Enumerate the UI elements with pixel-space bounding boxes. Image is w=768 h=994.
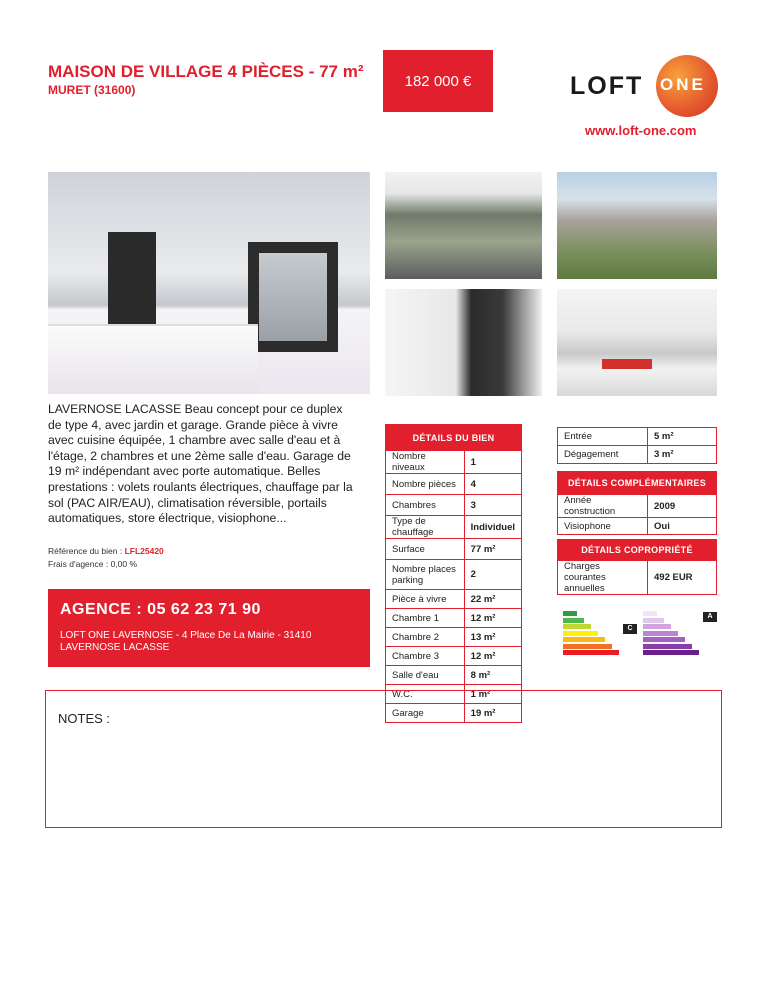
table-row: Surface 77 m² xyxy=(386,539,522,560)
ges-scale-bar xyxy=(643,611,657,616)
reference-value: LFL25420 xyxy=(124,546,164,556)
dpe-scale-bar xyxy=(563,631,598,636)
agency-phone[interactable]: AGENCE : 05 62 23 71 90 xyxy=(60,601,261,618)
bed-shape xyxy=(48,324,258,394)
description: LAVERNOSE LACASSE Beau concept pour ce duplex de type 4, avec jardin et garage. Grande pièce à vivre avec cuisine équipée, 1 chambre avec salle d'eau et à l'étage, 2 chambres et une 2ème salle d'eau. Garage de 19 m² indépendant avec porte automatique. Belles prestations : volets roulants électriques, chauffage par la sol (PAC AIR/EAU), climatisation réversible, portails automatiques, store électrique, visiophone... xyxy=(48,402,353,526)
photo-bedroom xyxy=(48,172,370,394)
ges-badge: A xyxy=(703,612,717,622)
listing-location: MURET (31600) xyxy=(48,83,136,97)
ges-scale-bar xyxy=(643,644,692,649)
reference xyxy=(48,546,164,556)
table-row: Salle d'eau 8 m² xyxy=(386,666,522,685)
details-heading: DÉTAILS DU BIEN xyxy=(386,425,522,451)
table-row: Charges courantes annuelles 492 EUR xyxy=(558,561,717,595)
table-row: Entrée 5 m² xyxy=(558,428,717,446)
complementary-table xyxy=(557,471,717,535)
price-box xyxy=(383,50,493,112)
table-row: Chambres 3 xyxy=(386,495,522,516)
energy-labels xyxy=(563,603,718,663)
table-row: Pièce à vivre 22 m² xyxy=(386,590,522,609)
notes-box[interactable] xyxy=(45,690,722,828)
table-row: Visiophone Oui xyxy=(558,518,717,535)
agency-box xyxy=(48,589,370,667)
listing-title: MAISON DE VILLAGE 4 PIÈCES - 77 m² xyxy=(48,62,364,81)
details-table xyxy=(385,424,522,723)
stools-shape xyxy=(602,359,652,369)
notes-label: NOTES : xyxy=(58,711,111,726)
table-row: Type de chauffage Individuel xyxy=(386,516,522,539)
agency-address: LOFT ONE LAVERNOSE - 4 Place De La Mairie - 31410 LAVERNOSE LACASSE xyxy=(60,630,312,653)
table-row: Dégagement 3 m² xyxy=(558,446,717,464)
logo-text-loft: LOFT xyxy=(570,72,644,100)
photo-kitchen xyxy=(557,289,717,396)
table-row: W.C. 1 m² xyxy=(386,685,522,704)
agency-fees: Frais d'agence : 0,00 % xyxy=(48,559,138,569)
table-row: Chambre 1 12 m² xyxy=(386,609,522,628)
price: 182 000 € xyxy=(404,72,472,90)
table-row: Garage 19 m² xyxy=(386,704,522,723)
ges-scale-bar xyxy=(643,618,664,623)
photo-staircase xyxy=(385,289,542,396)
dpe-scale-bar xyxy=(563,624,591,629)
table-row: Nombre niveaux 1 xyxy=(386,451,522,474)
reference-label: Référence du bien : xyxy=(48,546,125,556)
logo-text-one: ONE xyxy=(660,75,706,94)
dpe-badge: C xyxy=(623,624,637,634)
table-row: Nombre places parking 2 xyxy=(386,560,522,590)
table-row: Nombre pièces 4 xyxy=(386,474,522,495)
dpe-scale-bar xyxy=(563,611,577,616)
window-shape xyxy=(248,242,338,352)
copro-table xyxy=(557,539,717,595)
photo-living-room xyxy=(385,172,542,279)
table-row: Chambre 2 13 m² xyxy=(386,628,522,647)
dpe-scale-bar xyxy=(563,637,605,642)
ges-scale-bar xyxy=(643,631,678,636)
ges-scale-bar xyxy=(643,637,685,642)
ges-scale-bar xyxy=(643,624,671,629)
website-link[interactable]: www.loft-one.com xyxy=(585,123,697,138)
dpe-scale-bar xyxy=(563,650,619,655)
rooms-extra-table xyxy=(557,427,717,464)
photo-garden xyxy=(557,172,717,279)
ges-scale-bar xyxy=(643,650,699,655)
dpe-scale-bar xyxy=(563,618,584,623)
dpe-scale-bar xyxy=(563,644,612,649)
table-row: Année construction 2009 xyxy=(558,495,717,518)
complementary-heading: DÉTAILS COMPLÉMENTAIRES xyxy=(558,472,717,495)
brand-logo xyxy=(570,55,720,117)
copro-heading: DÉTAILS COPROPRIÉTÉ xyxy=(558,540,717,561)
table-row: Chambre 3 12 m² xyxy=(386,647,522,666)
